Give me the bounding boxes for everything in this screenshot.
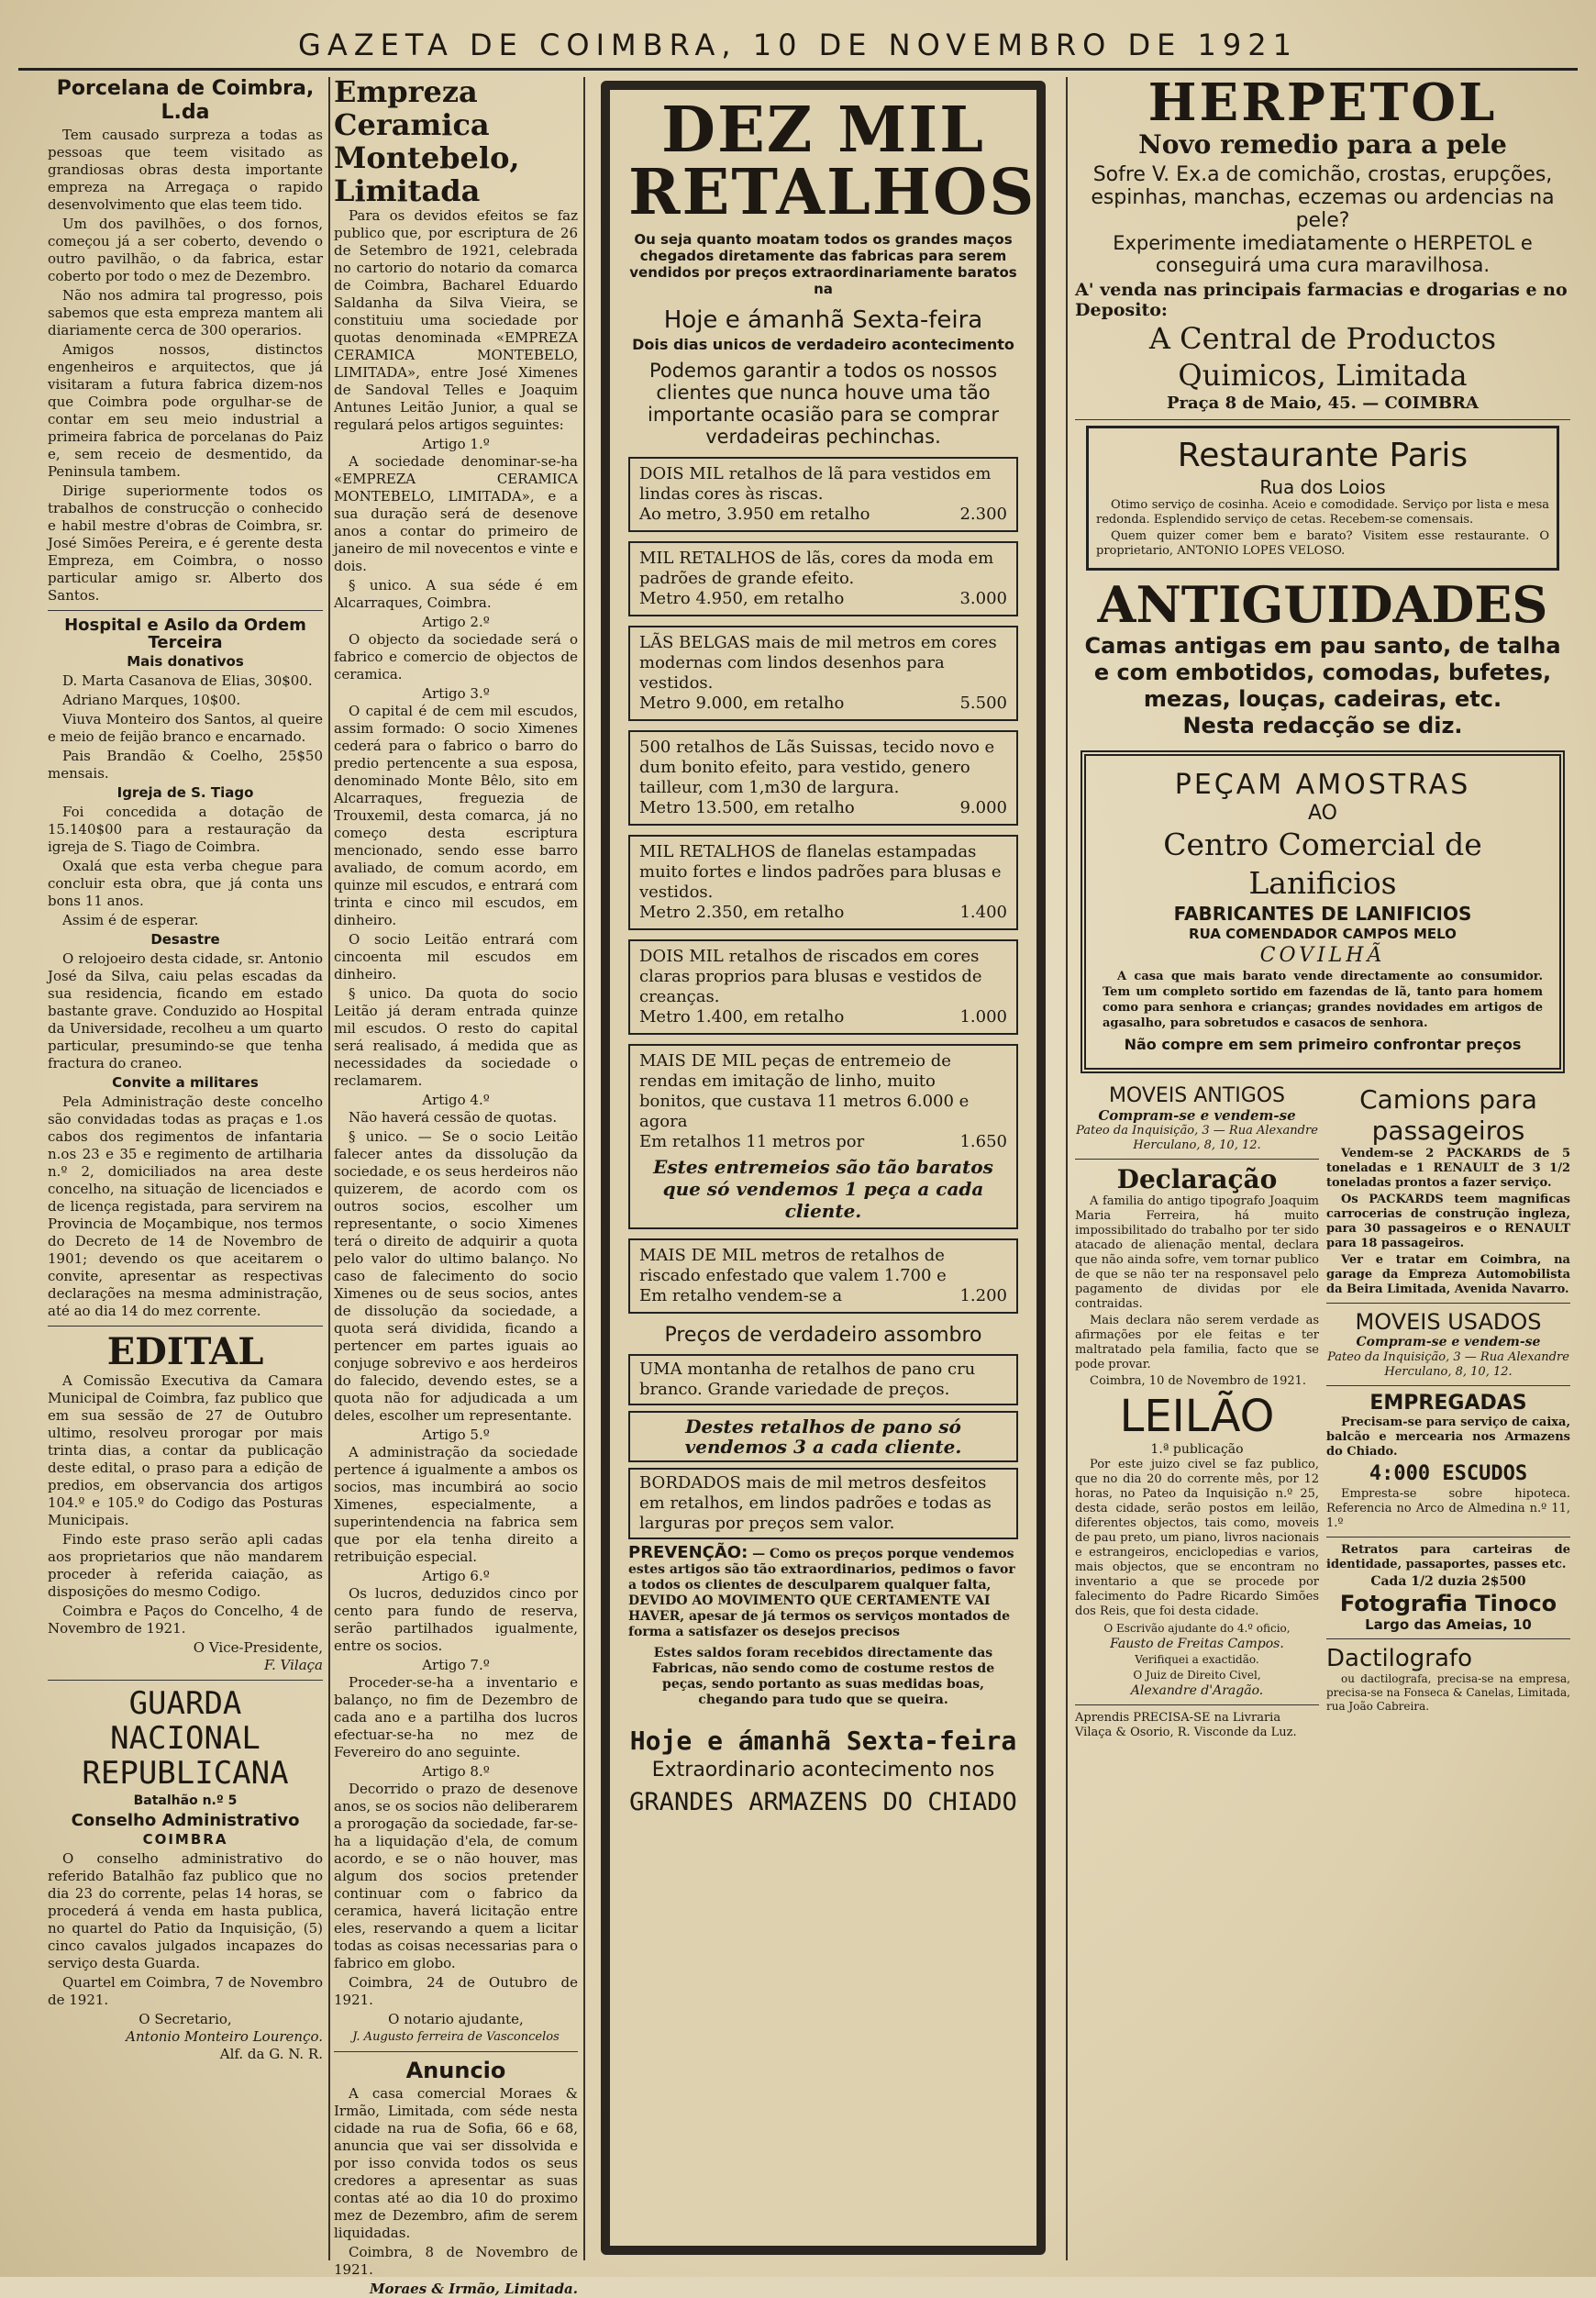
fotografia-address: Largo das Ameias, 10 xyxy=(1365,1616,1532,1633)
masthead-rule xyxy=(18,68,1578,71)
article-heading: Artigo 5.º xyxy=(422,1427,490,1443)
offer-price: 2.300 xyxy=(959,505,1007,524)
guarda-title: GUARDA NACIONAL REPUBLICANA xyxy=(82,1685,289,1792)
camions-text: Ver e tratar em Coimbra, na garage da Empreza Automobilista da Beira Limitada, Avenida Navarro. xyxy=(1326,1253,1570,1296)
offer-price: 1.650 xyxy=(959,1132,1007,1151)
offer-text: MAIS DE MIL metros de retalhos de riscado enfestado que valem 1.700 e xyxy=(639,1246,947,1285)
article-paragraph: Coimbra e Paços do Concelho, 4 de Novembro de 1921. xyxy=(48,1603,323,1637)
moveis-usados-title: MOVEIS USADOS xyxy=(1355,1309,1542,1335)
lanificios-fabricantes: FABRICANTES DE LANIFICIOS xyxy=(1173,903,1472,925)
restaurante-text: Otimo serviço de cosinha. Aceio e comodidade. Serviço por lista e mesa redonda. Esplendido serviço de cetas. Recebem-se comensais. xyxy=(1096,498,1549,527)
offer-price-label: Metro 1.400, em retalho xyxy=(639,1007,845,1027)
offer-box xyxy=(628,1354,1018,1405)
herpetol-experimente: Experimente imediatamente o HERPETOL e conseguirá uma cura maravilhosa. xyxy=(1113,232,1533,276)
restaurante-text: Quem quizer comer bem e barato? Visitem esse restaurante. O proprietario, ANTONIO LOPES VELOSO. xyxy=(1096,529,1549,558)
article-paragraph: Não haverá cessão de quotas. xyxy=(349,1109,558,1126)
article-paragraph: § unico. — Se o socio Leitão falecer antes da dissolução da sociedade, e os seus herdeiros não quizerem, de acordo com os outros socios, escolher um representante, o socio Ximenes terá o direito de adquirir a quota pelo valor do ultimo balanço. No caso de falecimento do socio Ximenes ou de seus socios, antes de dissolução da sociedade, a quota será dividida, ficando a pertencer em partes iguais ao conjuge sobrevivo e aos herdeiros do falecido, devendo estes, se a quota não for adjudicada a um deles, escolher um representante. xyxy=(334,1128,578,1424)
lanificios-covilha: COVILHÃ xyxy=(1259,944,1386,967)
antiguidades-text: Camas antigas em pau santo, de talha e com embotidos, comodas, bufetes, mezas, louças, cadeiras, etc. xyxy=(1084,633,1561,712)
restaurante-box xyxy=(1086,426,1559,571)
article-heading: Artigo 4.º xyxy=(422,1092,490,1108)
offer-price-label: Em retalhos 11 metros por xyxy=(639,1132,865,1151)
conselho-place: COIMBRA xyxy=(142,1831,228,1848)
divider xyxy=(1075,1704,1319,1705)
offer-price-label: Metro 13.500, em retalho xyxy=(639,798,855,817)
fotografia-title: Fotografia Tinoco xyxy=(1339,1591,1557,1616)
offer-price-label: Em retalho vendem-se a xyxy=(639,1286,843,1305)
article-paragraph: A casa comercial Moraes & Irmão, Limitada, com séde nesta cidade na rua de Sofia, 66 e 68, anuncia que vai ser dissolvida e por isso convida todos os seus credores a apresentar as suas contas até ao dia 10 do proximo mez de Dezembro, afim de serem liquidadas. xyxy=(334,2085,578,2241)
ad-prevencao xyxy=(628,1545,1018,1640)
ad-grandes-armazens: GRANDES ARMAZENS DO CHIADO xyxy=(629,1788,1017,1816)
moveis-address: Pateo da Inquisição, 3 — Rua Alexandre Herculano, 8, 10, 12. xyxy=(1076,1124,1318,1152)
article-heading: Artigo 8.º xyxy=(422,1763,490,1780)
offer-price: 9.000 xyxy=(959,798,1007,817)
article-paragraph: Oxalá que esta verba chegue para concluir esta obra, que já conta uns bons 11 anos. xyxy=(48,858,323,909)
herpetol-title: HERPETOL xyxy=(1147,72,1498,133)
divider xyxy=(1075,419,1570,420)
ad-hoje: Hoje e ámanhã Sexta-feira xyxy=(663,306,983,334)
signature-rank: Alf. da G. N. R. xyxy=(219,2046,323,2062)
article-paragraph: Findo este praso serão apli cadas aos proprietarios que não mandarem proceder à referida caiação, as disposições do mesmo Codigo. xyxy=(48,1531,323,1600)
empregadas-title: EMPREGADAS xyxy=(1369,1392,1527,1415)
dactilografo-text: ou dactilografa, precisa-se na empresa, precisa-se na Fonseca & Canelas, Limitada, rua João Cabreira. xyxy=(1326,1672,1570,1713)
hospital-subtitle: Mais donativos xyxy=(127,653,244,670)
signature-line: O Juiz de Direito Civel, xyxy=(1133,1669,1261,1682)
article-paragraph: A sociedade denominar-se-ha «EMPREZA CERAMICA MONTEBELO, LIMITADA», e a sua duração será de desenove anos a contar do primeiro de janeiro de mil novecentos e vinte e dois. xyxy=(334,453,578,574)
porcelana-title: Porcelana de Coimbra, L.da xyxy=(56,77,315,124)
herpetol-subtitle: Novo remedio para a pele xyxy=(1138,129,1507,160)
offer-box xyxy=(628,1238,1018,1314)
divider xyxy=(1326,1385,1570,1386)
offer-text: MAIS DE MIL peças de entremeio de rendas em imitação de linho, muito bonitos, que custava 11 metros 6.000 e agora xyxy=(639,1051,970,1131)
herpetol-central: A Central de Productos Quimicos, Limitada xyxy=(1148,321,1497,393)
leilao-subtitle: 1.ª publicação xyxy=(1150,1442,1244,1457)
ad-hoje-2: Hoje e ámanhã Sexta-feira xyxy=(629,1726,1017,1756)
offer-price: 1.200 xyxy=(959,1286,1007,1305)
desastre-title: Desastre xyxy=(150,931,220,948)
offer-note-box: Destes retalhos de pano só vendemos 3 a cada cliente. xyxy=(628,1411,1018,1462)
divider xyxy=(48,610,323,611)
offer-note: Estes entremeios são tão baratos que só vendemos 1 peça a cada cliente. xyxy=(653,1156,993,1222)
escudos-title: 4:000 ESCUDOS xyxy=(1369,1462,1528,1485)
offer-price-label: Ao metro, 3.950 em retalho xyxy=(639,505,870,524)
donation-line: Pais Brandão & Coelho, 25$50 mensais. xyxy=(48,748,323,782)
divider xyxy=(1326,1303,1570,1304)
herpetol-praca: Praça 8 de Maio, 45. — COIMBRA xyxy=(1167,394,1479,413)
offer-text: 500 retalhos de Lãs Suissas, tecido novo e dum bonito efeito, para vestido, genero tailleur, com 1,m30 de largura. xyxy=(639,738,995,797)
prevencao-heading: PREVENÇÃO: xyxy=(628,1543,748,1562)
prevencao-text: — Como os preços porque vendemos estes artigos são tão extraordinarios, pedimos o favor a todos os clientes de desculparem qualquer falta, DEVIDO AO MOVIMENTO QUE CERTAMENTE VAI HAVER, apesar de já termos os serviços montados de forma a satisfazer os desejos precisos xyxy=(628,1547,1015,1639)
article-paragraph: Foi concedida a dotação de 15.140$00 para a restauração da igreja de S. Tiago de Coimbra. xyxy=(48,804,323,855)
article-paragraph: A Comissão Executiva da Camara Municipal de Coimbra, faz publico que em sua sessão de 27 de Outubro ultimo, resolveu prorogar por mais trinta dias, a contar da publicação deste edital, o praso para a edição de predios, em observancia dos artigos 104.º e 105.º do Codigo das Posturas Municipais. xyxy=(48,1372,323,1528)
article-paragraph: § unico. A sua séde é em Alcarraques, Coimbra. xyxy=(334,577,578,611)
article-heading: Artigo 3.º xyxy=(422,685,490,702)
offer-text: DOIS MIL retalhos de lã para vestidos em lindas cores às riscas. xyxy=(639,464,992,504)
signature-name: Fausto de Freitas Campos. xyxy=(1110,1637,1284,1651)
article-paragraph: O objecto da sociedade será o fabrico e comercio de objectos de ceramica. xyxy=(334,631,578,683)
offer-price-label: Metro 4.950, em retalho xyxy=(639,589,845,608)
offer-box xyxy=(628,1044,1018,1229)
article-paragraph: Coimbra, 24 de Outubro de 1921. xyxy=(334,1974,578,2008)
offer-price-label: Metro 9.000, em retalho xyxy=(639,694,845,713)
offer-text: UMA montanha de retalhos de pano cru branco. Grande variedade de preços. xyxy=(639,1360,976,1399)
offer-box xyxy=(628,457,1018,532)
antiguidades-text: Nesta redacção se diz. xyxy=(1182,713,1463,738)
retratos-price: Cada 1/2 duzia 2$500 xyxy=(1370,1574,1526,1589)
ad-dois-dias: Dois dias unicos de verdadeiro acontecimento xyxy=(632,336,1014,353)
ad-subtitle: Ou seja quanto moatam todos os grandes maços chegados diretamente das fabricas para serem vendidos por preços extraordinariamente baratos na xyxy=(629,231,1017,297)
offer-price-label: Metro 2.350, em retalho xyxy=(639,903,845,922)
offer-price: 1.000 xyxy=(959,1007,1007,1027)
anuncio-title: Anuncio xyxy=(405,2058,506,2083)
article-paragraph: Os lucros, deduzidos cinco por cento para fundo de reserva, serão partilhados igualmente, entre os socios. xyxy=(334,1585,578,1654)
right-bottom-right xyxy=(1326,1084,1570,1740)
offer-price: 5.500 xyxy=(959,694,1007,713)
donation-line: Viuva Monteiro dos Santos, al queire e meio de feijão branco e encarnado. xyxy=(48,711,323,745)
article-paragraph: Proceder-se-ha a inventario e balanço, no fim de Dezembro de cada ano e a partilha dos lucros efectuar-se-ha no mez de Fevereiro do ano seguinte. xyxy=(334,1674,578,1760)
ad-precos: Preços de verdadeiro assombro xyxy=(664,1324,982,1347)
ad-title-line1: DEZ MIL xyxy=(660,94,985,167)
article-paragraph: O socio Leitão entrará com cincoenta mil escudos em dinheiro. xyxy=(334,931,578,982)
declaracao-date: Coimbra, 10 de Novembro de 1921. xyxy=(1090,1374,1307,1388)
moveis-usados-subtitle: Compram-se e vendem-se xyxy=(1356,1335,1541,1349)
ad-saldos: Estes saldos foram recebidos directamente das Fabricas, não sendo como de costume restos de peças, sendo portanto as suas medidas boas, chegando para tudo que se queira. xyxy=(651,1646,995,1707)
ad-title-line2: RETALHOS xyxy=(628,156,1036,229)
article-heading: Artigo 6.º xyxy=(422,1568,490,1584)
article-paragraph: O conselho administrativo do referido Batalhão faz publico que no dia 23 do corrente, pelas 14 horas, se procederá á venda em hasta publica, no quartel do Patio da Inquisição, (5) cinco cavalos julgados incapazes do serviço desta Guarda. xyxy=(48,1850,323,1971)
article-paragraph: Quartel em Coimbra, 7 de Novembro de 1921. xyxy=(48,1974,323,2008)
hospital-title: Hospital e Asilo da Ordem Terceira xyxy=(64,616,306,652)
offer-text: DOIS MIL retalhos de riscados em cores claras proprios para blusas e vestidos de creanças. xyxy=(639,947,982,1006)
aprendiz-notice: Aprendis PRECISA-SE na Livraria Vilaça & Osorio, R. Visconde da Luz. xyxy=(1075,1711,1297,1739)
declaracao-title: Declaração xyxy=(1116,1164,1278,1194)
lanificios-ao: AO xyxy=(1308,802,1337,825)
column-1 xyxy=(48,75,323,2259)
divider xyxy=(1075,1159,1319,1160)
article-paragraph: Dirige superiormente todos os trabalhos de construcção o conhecido e habil mestre d'obras de Coimbra, sr. José Simões Pereira, e é gerente desta Empreza, em Coimbra, o nosso particular amigo sr. Alberto dos Santos. xyxy=(48,483,323,604)
article-paragraph: Para os devidos efeitos se faz publico que, por escriptura de 26 de Setembro de 1921, celebrada no cartorio do notario da comarca de Coimbra, Bacharel Eduardo Saldanha da Silva Vieira, se constituiu uma sociedade por quotas denominada «EMPREZA CERAMICA MONTEBELO, LIMITADA», entre José Ximenes de Sandoval Telles e Joaquim Antunes Leitão Junior, a qual se regulará pelos artigos seguintes: xyxy=(334,207,578,433)
lanificios-nao: Não compre em sem primeiro confrontar preços xyxy=(1124,1036,1522,1053)
herpetol-sofre: Sofre V. Ex.a de comichão, crostas, erupções, espinhas, manchas, eczemas ou ardencias na pele? xyxy=(1091,163,1555,232)
offer-price: 1.400 xyxy=(959,903,1007,922)
article-paragraph: Não nos admira tal progresso, pois sabemos que esta empreza mantem ali diariamente cerca de 300 operarios. xyxy=(48,287,323,339)
dactilografo-title: Dactilografo xyxy=(1326,1645,1472,1672)
conselho-title: Conselho Administrativo xyxy=(71,1811,300,1830)
column-divider xyxy=(583,77,585,2260)
moveis-title: MOVEIS ANTIGOS xyxy=(1108,1084,1286,1107)
article-paragraph: Um dos pavilhões, o dos fornos, começou já a ser coberto, devendo o outro pavilhão, o da fabrica, estar coberto por todo o mez de Dezembro. xyxy=(48,216,323,284)
article-paragraph: O relojoeiro desta cidade, sr. Antonio José da Silva, caiu pelas escadas da sua residencia, ficando em estado bastante grave. Conduzido ao Hospital da Universidade, recolheu a um quarto particular, presumindo-se que tenha fractura do craneo. xyxy=(48,950,323,1071)
signature-name: Moraes & Irmão, Limitada. xyxy=(369,2281,578,2297)
leilao-text: Por este juizo civel se faz publico, que no dia 20 do corrente mês, por 12 horas, no Pateo da Inquisição n.º 25, desta cidade, serão postos em leilão, diferentes objectos, tais como, moveis de pau preto, um piano, livros nacionais e estrangeiros, enciclopedias e varios, mais objectos, que se encontram no inventario a que se procede por falecimento do Padre Ricardo Simões dos Reis, que foi desta cidade. xyxy=(1075,1458,1319,1618)
retratos-text: Retratos para carteiras de identidade, passaportes, passes etc. xyxy=(1326,1543,1570,1571)
column-divider xyxy=(328,77,330,2260)
restaurante-title: Restaurante Paris xyxy=(1177,437,1469,474)
signature-line: O Vice-Presidente, xyxy=(193,1639,323,1656)
camions-text: Vendem-se 2 PACKARDS de 5 toneladas e 1 RENAULT de 3 1/2 toneladas prontos a fazer serviço. xyxy=(1326,1147,1570,1190)
divider xyxy=(1326,1638,1570,1639)
restaurante-subtitle: Rua dos Loios xyxy=(1259,476,1386,498)
convite-title: Convite a militares xyxy=(112,1074,259,1091)
ad-extra: Extraordinario acontecimento nos xyxy=(651,1759,995,1782)
offer-box xyxy=(628,1468,1018,1539)
right-bottom-left xyxy=(1075,1084,1319,1740)
declaracao-text: Mais declara não serem verdade as afirmações por ele feitas e ter maltratado pela familia, facto que se pode provar. xyxy=(1075,1314,1319,1371)
lanificios-text: A casa que mais barato vende directamente ao consumidor. Tem um completo sortido em fazendas de lã, tanto para homem como para senhora e crianças; grandes novidades em artigos de agasalho, para sobretudos e casacos de senhora. xyxy=(1103,970,1543,1030)
offer-text: LÃS BELGAS mais de mil metros em cores modernas com lindos desenhos para vestidos. xyxy=(639,633,997,693)
offer-box xyxy=(628,730,1018,826)
lanificios-pecam: PEÇAM AMOSTRAS xyxy=(1174,769,1471,801)
signature-name: J. Augusto ferreira de Vasconcelos xyxy=(352,2030,560,2044)
article-paragraph: Tem causado surpreza a todas as pessoas que teem visitado as grandiosas obras desta importante empreza na Arregaça o rapido desenvolvimento que elas teem tido. xyxy=(48,127,323,213)
offer-text: BORDADOS mais de mil metros desfeitos em retalhos, em lindos padrões e todas as larguras por preços sem valor. xyxy=(639,1473,992,1533)
empregadas-text: Precisam-se para serviço de caixa, balcão e mercearia nos Armazens do Chiado. xyxy=(1326,1415,1570,1459)
chiado-advertisement xyxy=(601,81,1046,2255)
herpetol-venda: A' venda nas principais farmacias e drogarias e no Deposito: xyxy=(1075,280,1568,320)
right-bottom-area xyxy=(1075,1084,1570,1740)
article-paragraph: Coimbra, 8 de Novembro de 1921. xyxy=(334,2244,578,2278)
divider xyxy=(48,1680,323,1681)
article-heading: Artigo 1.º xyxy=(422,436,490,452)
lanificios-centro: Centro Comercial de Lanificios xyxy=(1163,827,1482,901)
signature-name: F. Vilaça xyxy=(263,1657,323,1673)
article-paragraph: Assim é de esperar. xyxy=(62,912,199,928)
article-paragraph: A administração da sociedade pertence á igualmente a ambos os socios, mas incumbirá ao socio Ximenes, especialmente, a superintendencia na fabrica sem que por ela tenha direito a retribuição especial. xyxy=(334,1444,578,1565)
article-paragraph: Decorrido o prazo de desenove anos, se os socios não deliberarem a prorogação da sociedade, far-se-ha a liquidação d'ela, de comum acordo, e se o não houver, mas algum dos socios pretender continuar com o fabrico da ceramica, haverá licitação entre eles, reservando a quem a licitar todas as coisas necessarias para o fabrico em globo. xyxy=(334,1781,578,1971)
leilao-title: LEILÃO xyxy=(1119,1391,1275,1442)
signature-line: O Escrivão ajudante do 4.º oficio, xyxy=(1103,1622,1291,1635)
masthead: GAZETA DE COIMBRA, 10 DE NOVEMBRO DE 1921 xyxy=(298,28,1298,62)
divider xyxy=(1326,1537,1570,1538)
divider xyxy=(48,1326,323,1327)
moveis-subtitle: Compram-se e vendem-se xyxy=(1098,1107,1296,1124)
article-heading: Artigo 2.º xyxy=(422,614,490,630)
lanificios-rua: RUA COMENDADOR CAMPOS MELO xyxy=(1189,926,1457,942)
signature-name: Alexandre d'Aragão. xyxy=(1130,1683,1264,1698)
offer-box xyxy=(628,939,1018,1035)
declaracao-text: A familia do antigo tipografo Joaquim Maria Ferreira, há muito impossibilitado do trabalho por ter sido atacado de alienação mental, declara que não ainda sofre, vem tornar publico de que se não ter na responsavel pelo pagamento de dividas por ele contraidas. xyxy=(1075,1194,1319,1311)
divider xyxy=(334,2051,578,2052)
donation-line: D. Marta Casanova de Elias, 30$00. xyxy=(62,672,313,689)
offer-text: MIL RETALHOS de lãs, cores da moda em padrões de grande efeito. xyxy=(639,549,994,588)
article-paragraph: § unico. Da quota do socio Leitão já deram entrada quinze mil escudos. O resto do capital será realisado, á medida que as necessidades da sociedade o reclamarem. xyxy=(334,985,578,1089)
signature-name: Antonio Monteiro Lourenço. xyxy=(126,2028,323,2045)
escudos-text: Empresta-se sobre hipoteca. Referencia no Arco de Almedina n.º 11, 1.º xyxy=(1326,1487,1570,1530)
article-heading: Artigo 7.º xyxy=(422,1657,490,1673)
antiguidades-title: ANTIGUIDADES xyxy=(1097,575,1548,634)
column-2 xyxy=(334,74,578,2297)
moveis-usados-address: Pateo da Inquisição, 3 — Rua Alexandre Herculano, 8, 10, 12. xyxy=(1327,1350,1569,1379)
lanificios-box xyxy=(1081,750,1565,1073)
offer-text: MIL RETALHOS de flanelas estampadas muito fortes e lindos padrões para blusas e vestidos. xyxy=(639,842,1002,902)
offer-box xyxy=(628,541,1018,616)
camions-title: Camions para passageiros xyxy=(1359,1084,1537,1146)
donation-line: Adriano Marques, 10$00. xyxy=(62,692,241,708)
signature-line: O notario ajudante, xyxy=(388,2011,524,2027)
ceramica-title: Empreza Ceramica Montebelo, Limitada xyxy=(334,74,520,208)
guarda-subtitle: Batalhão n.º 5 xyxy=(133,1793,238,1808)
offer-price: 3.000 xyxy=(959,589,1007,608)
advertisement-body xyxy=(628,94,1036,1822)
offer-box xyxy=(628,626,1018,721)
edital-title: EDITAL xyxy=(106,1330,264,1373)
article-paragraph: Pela Administração deste concelho são convidadas todas as praças e 1.os cabos dos regimentos de infantaria n.os 23 e 35 e regimento de artilharia n.º 2, domiciliados na area deste concelho, na situação de licenciados e de licença registada, para servirem na Provincia de Moçambique, nos termos do Decreto de 14 de Novembro de 1901; devendo os que aceitarem o convite, apresentar as respectivas declarações na mesma administração, até ao dia 14 do mez corrente. xyxy=(48,1093,323,1319)
offer-box xyxy=(628,835,1018,930)
ad-podemos: Podemos garantir a todos os nossos clientes que nunca houve uma tão importante ocasião para se comprar verdadeiras pechinchas. xyxy=(647,360,999,448)
camions-text: Os PACKARDS teem magnificas carrocerias de construção ingleza, para 30 passageiros e o RENAULT para 18 passageiros. xyxy=(1326,1193,1570,1250)
signature-line: O Secretario, xyxy=(139,2011,232,2027)
signature-line: Verifiquei a exactidão. xyxy=(1135,1653,1259,1666)
igreja-title: Igreja de S. Tiago xyxy=(116,784,254,801)
article-paragraph: Amigos nossos, distinctos engenheiros e arquitectos, que já visitaram a futura fabrica dizem-nos que Coimbra pode orgulhar-se de contar em seu meio industrial a primeira fabrica de porcelanas do Paiz e, sem receio de desmentido, da Peninsula tambem. xyxy=(48,341,323,480)
column-right xyxy=(1075,72,1570,2259)
article-paragraph: O capital é de cem mil escudos, assim formado: O socio Ximenes cederá para o fabrico o barro do predio pertencente a sua esposa, denominado Monte Bêlo, sito em Alcarraques, freguezia de Trouxemil, desta comarca, já no começo desta escriptura mencionado, sendo esse barro avaliado, de comum acordo, em quinze mil escudos, e entrará com trinta e cinco mil escudos, em dinheiro. xyxy=(334,703,578,928)
column-divider xyxy=(1066,77,1068,2260)
